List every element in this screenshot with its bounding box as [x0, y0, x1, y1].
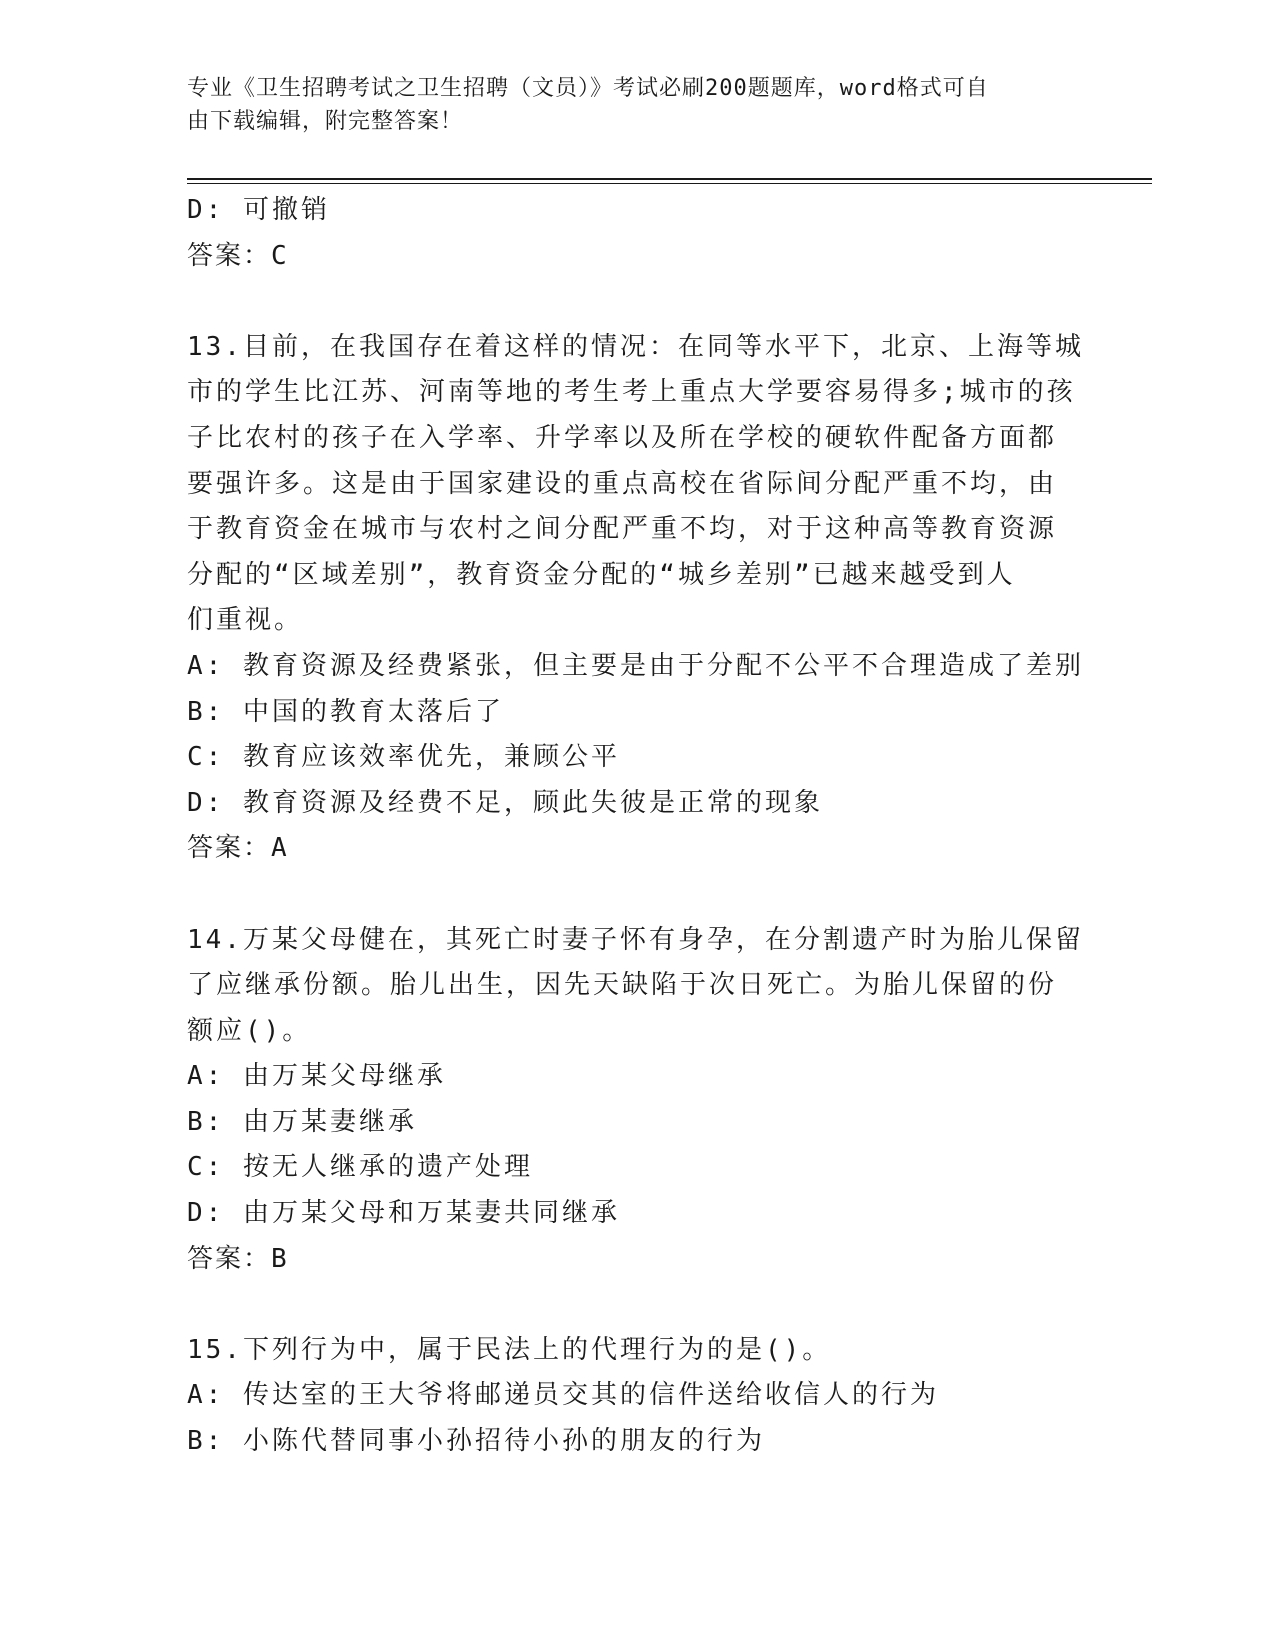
- option-b: B: 由万某妻继承: [187, 1106, 417, 1137]
- question-line: 们重视。: [187, 605, 304, 636]
- option-d: D: 可撤销: [187, 195, 330, 225]
- answer-line: 答案：C: [187, 240, 289, 271]
- document-body: [187, 188, 1087, 1465]
- question-line: 14.万某父母健在，其死亡时妻子怀有身孕，在分割遗产时为胎儿保留: [187, 924, 1084, 955]
- answer-line: 答案：B: [187, 1243, 289, 1274]
- question-line: 了应继承份额。胎儿出生，因先天缺陷于次日死亡。为胎儿保留的份: [187, 970, 1058, 1001]
- option-c: C: 教育应该效率优先，兼顾公平: [187, 742, 620, 773]
- option-d: D: 教育资源及经费不足，顾此失彼是正常的现象: [187, 787, 823, 818]
- question-line: 分配的“区域差别”，教育资金分配的“城乡差别”已越来越受到人: [187, 559, 1016, 590]
- option-b: B: 小陈代替同事小孙招待小孙的朋友的行为: [187, 1426, 765, 1457]
- option-a: A: 由万某父母继承: [187, 1061, 446, 1092]
- answer-line: 答案：A: [187, 833, 289, 864]
- option-c: C: 按无人继承的遗产处理: [187, 1152, 533, 1183]
- spacer: [187, 1282, 1087, 1328]
- spacer: [187, 279, 1087, 325]
- spacer: [187, 872, 1087, 918]
- question-15: [187, 1328, 1087, 1465]
- header-line-1: 专业《卫生招聘考试之卫生招聘（文员）》考试必刷200题题库，word格式可自: [187, 76, 989, 101]
- question-line: 13.目前，在我国存在着这样的情况：在同等水平下，北京、上海等城: [187, 331, 1084, 362]
- question-line: 市的学生比江苏、河南等地的考生考上重点大学要容易得多;城市的孩: [187, 377, 1076, 408]
- option-a: A: 教育资源及经费紧张，但主要是由于分配不公平不合理造成了差别: [187, 650, 1084, 681]
- question-line: 额应()。: [187, 1015, 312, 1046]
- header-divider: [187, 178, 1152, 184]
- option-a: A: 传达室的王大爷将邮递员交其的信件送给收信人的行为: [187, 1380, 939, 1411]
- question-line: 要强许多。这是由于国家建设的重点高校在省际间分配严重不均，由: [187, 468, 1058, 499]
- question-line: 子比农村的孩子在入学率、升学率以及所在学校的硬软件配备方面都: [187, 422, 1058, 453]
- option-b: B: 中国的教育太落后了: [187, 696, 504, 727]
- question-14: [187, 918, 1087, 1283]
- question-line: 15.下列行为中，属于民法上的代理行为的是()。: [187, 1334, 832, 1365]
- question-line: 于教育资金在城市与农村之间分配严重不均，对于这种高等教育资源: [187, 514, 1058, 545]
- question-13: [187, 325, 1087, 872]
- header-line-2: 由下载编辑，附完整答案！: [187, 109, 464, 134]
- page-header: [187, 72, 1067, 138]
- option-d: D: 由万某父母和万某妻共同继承: [187, 1198, 620, 1229]
